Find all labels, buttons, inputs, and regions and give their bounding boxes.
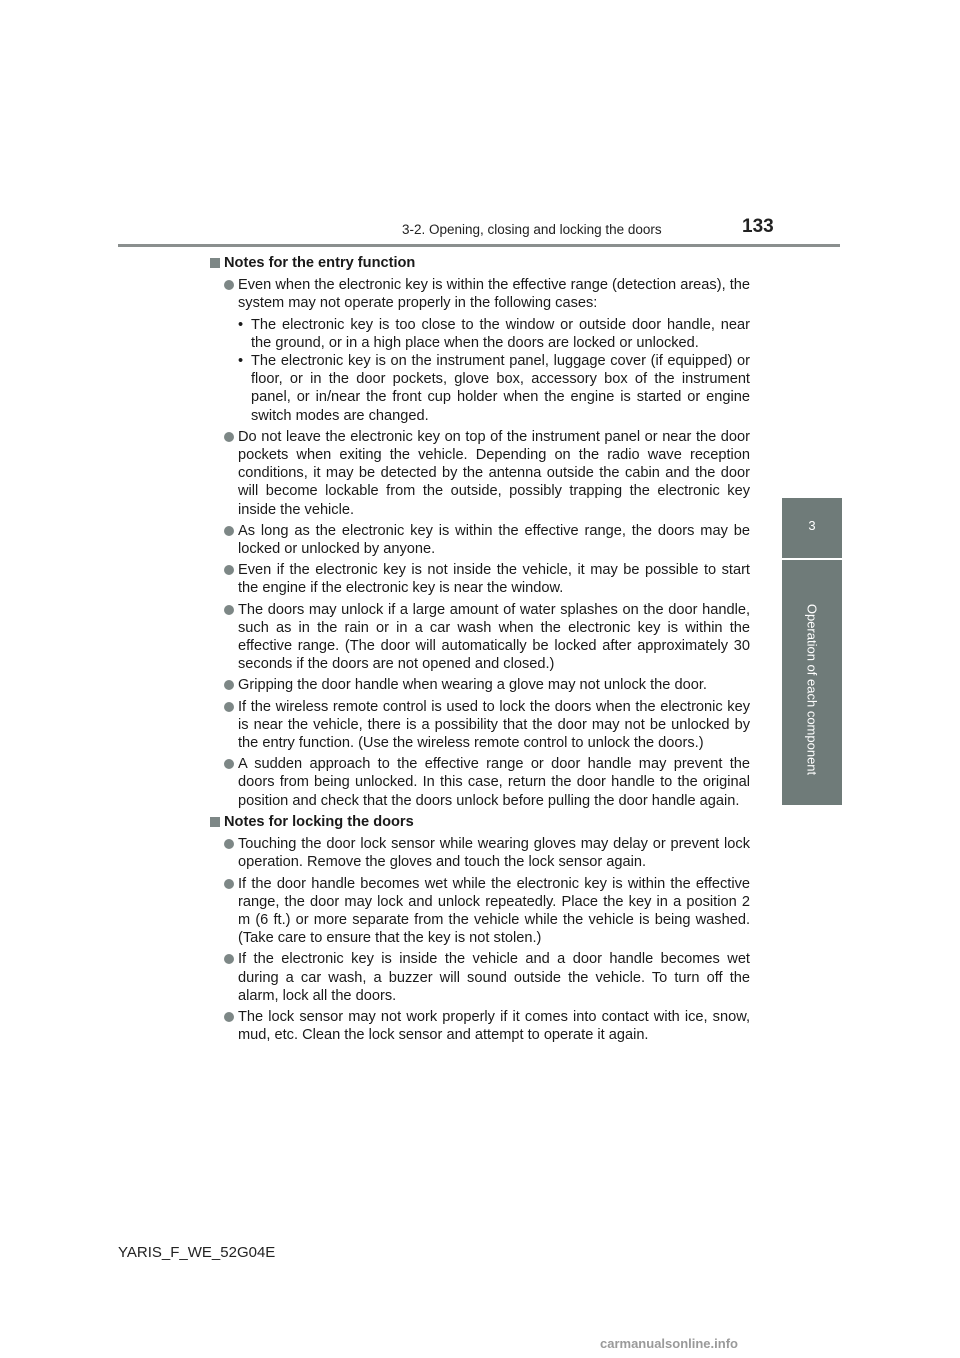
list-item [210,875,750,948]
list-item-text: Gripping the door handle when wearing a glove may not unlock the door. [238,677,707,694]
bullet-dot-icon [224,759,234,769]
list-item-text: Even if the electronic key is not inside the vehicle, it may be possible to start the engine if the electronic key is near the window. [238,562,750,597]
chapter-tab [782,498,842,558]
square-bullet-icon [210,817,220,827]
list-item [210,698,750,753]
list-item [210,601,750,674]
sub-list-item [210,316,750,352]
list-item [210,276,750,312]
list-item-text: Do not leave the electronic key on top of the instrument panel or near the door pockets when exiting the vehicle. Depending on the radio wave reception conditions, it may be detected by the antenna outside the cabin and the door will become lockable from the outside, possibly trapping the electronic key inside the vehicle. [238,428,750,518]
bullet-dot-icon [224,565,234,575]
list-item-text: Touching the door lock sensor while wearing gloves may delay or prevent lock operation. Remove the gloves and touch the lock sensor again. [238,836,750,871]
list-item [210,522,750,558]
list-item-text: As long as the electronic key is within the effective range, the doors may be locked or unlocked by anyone. [238,522,750,558]
list-item [210,676,750,694]
list-item-text: If the door handle becomes wet while the electronic key is within the effective range, the door may lock and unlock repeatedly. Place the key in a position 2 m (6 ft.) or more separate from the vehicle while the vehicle is being washed. (Take care to ensure that the key is not stolen.) [238,875,750,947]
list-item [210,561,750,597]
page-number: 133 [742,216,774,237]
bullet-dot-icon [224,954,234,964]
section-title-text: Notes for locking the doors [224,813,414,830]
section-title-text: Notes for the entry function [224,255,416,271]
bullet-dot-icon [224,839,234,849]
bullet-dot-icon [224,432,234,442]
bullet-dot-icon [224,879,234,889]
section-title [210,254,750,272]
sub-bullet-icon: • [238,353,244,370]
list-item-text: If the wireless remote control is used to lock the doors when the electronic key is near the vehicle, there is a possibility that the door may not be unlocked by the entry function. (Use the wireless remote control to unlock the doors.) [238,698,750,752]
bullet-dot-icon [224,702,234,712]
square-bullet-icon [210,258,220,268]
section-title [210,813,750,831]
list-item [210,428,750,519]
sub-list-item [210,352,750,425]
bullet-dot-icon [224,1012,234,1022]
watermark: carmanualsonline.info [600,1336,738,1351]
bullet-dot-icon [224,680,234,690]
list-item [210,950,750,1005]
sub-bullet-icon: • [238,316,244,333]
bullet-dot-icon [224,280,234,290]
list-item-text: The doors may unlock if a large amount of water splashes on the door handle, such as in the rain or in a car wash when the electronic key is within the effective range. (The door will automatically be locked after approximately 30 seconds if the doors are not opened and closed.) [238,601,750,673]
list-item-text: If the electronic key is inside the vehicle and a door handle becomes wet during a car wash, a buzzer will sound outside the vehicle. To turn off the alarm, lock all the doors. [238,951,750,1004]
bullet-dot-icon [224,605,234,615]
sub-list-item-text: The electronic key is on the instrument panel, luggage cover (if equipped) or floor, or in the door pockets, glove box, accessory box of the instrument panel, or in/near the front cup holder when the engine is started or engine switch modes are changed. [251,353,750,424]
document-code: YARIS_F_WE_52G04E [118,1244,276,1261]
chapter-side-bar [782,560,842,805]
header-rule [118,244,840,247]
header-section-title: 3-2. Opening, closing and locking the doors [402,222,662,237]
bullet-dot-icon [224,526,234,536]
chapter-title: Operation of each component [804,603,820,776]
sub-list-item-text: The electronic key is too close to the window or outside door handle, near the ground, or in a high place when the doors are locked or unlocked. [251,316,750,351]
list-item [210,755,750,810]
list-item [210,835,750,871]
list-item-text: A sudden approach to the effective range or door handle may prevent the doors from being unlocked. In this case, return the door handle to the original position and check that the doors unlock before pulling the door handle again. [238,756,750,809]
list-item-text: The lock sensor may not work properly if it comes into contact with ice, snow, mud, etc. Clean the lock sensor and attempt to operate it again. [238,1008,750,1044]
chapter-number: 3 [808,518,816,533]
list-item-text: Even when the electronic key is within the effective range (detection areas), the system may not operate properly in the following cases: [238,277,750,312]
list-item [210,1008,750,1044]
page-content [210,254,750,1047]
